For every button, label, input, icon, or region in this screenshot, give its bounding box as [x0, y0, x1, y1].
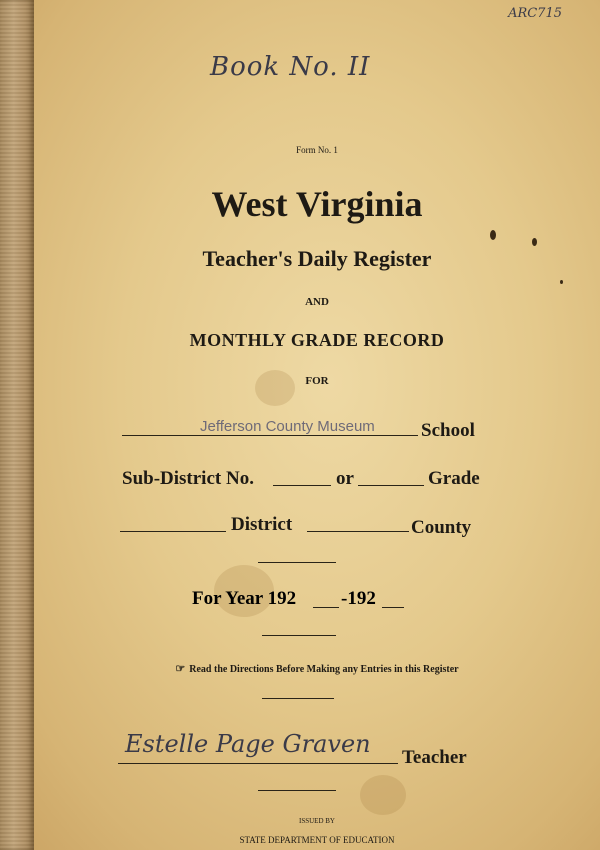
school-name-field: [122, 435, 418, 436]
year-start-field: [313, 607, 339, 608]
teacher-label: Teacher: [402, 747, 467, 768]
county-label: County: [411, 517, 472, 538]
subdistrict-label: Sub-District No.: [122, 468, 254, 489]
year-end-field: [382, 607, 404, 608]
for-connector: FOR: [305, 375, 329, 387]
directions-note: [34, 662, 600, 675]
grade-field: [358, 485, 424, 486]
issued-by: ISSUED BY: [299, 817, 335, 825]
and-connector: AND: [305, 296, 329, 308]
year-label: For Year 192: [192, 588, 297, 609]
form-number: Form No. 1: [296, 145, 338, 155]
district-field: [120, 531, 226, 532]
register-subtitle: Teacher's Daily Register: [202, 246, 432, 271]
book-number-handwritten: Book No. II: [210, 52, 371, 82]
separator-rule: [258, 790, 336, 791]
county-field: [307, 531, 409, 532]
cloth-spine: [0, 0, 34, 850]
ink-spot: [532, 238, 537, 246]
school-label: School: [421, 420, 475, 441]
or-label: or: [336, 468, 354, 489]
issuing-department: STATE DEPARTMENT OF EDUCATION: [239, 835, 395, 845]
grade-record-subtitle: MONTHLY GRADE RECORD: [189, 330, 445, 350]
pointing-hand-icon: ☞: [175, 663, 186, 675]
teacher-signature: Estelle Page Graven: [125, 730, 371, 758]
grade-label: Grade: [428, 468, 480, 489]
year-dash-label: -192: [341, 588, 376, 609]
archive-code: ARC715: [508, 6, 562, 21]
district-label: District: [231, 514, 293, 535]
subdistrict-field: [273, 485, 331, 486]
ink-spot: [490, 230, 496, 240]
separator-rule: [262, 635, 336, 636]
water-stain: [360, 775, 406, 815]
directions-text: Read the Directions Before Making any Entries in this Register: [189, 664, 459, 675]
page-title: West Virginia: [211, 184, 423, 224]
separator-rule: [262, 698, 334, 699]
teacher-field: [118, 763, 398, 764]
separator-rule: [258, 562, 336, 563]
museum-stamp: Jefferson County Museum: [200, 418, 375, 435]
ink-spot: [560, 280, 563, 284]
